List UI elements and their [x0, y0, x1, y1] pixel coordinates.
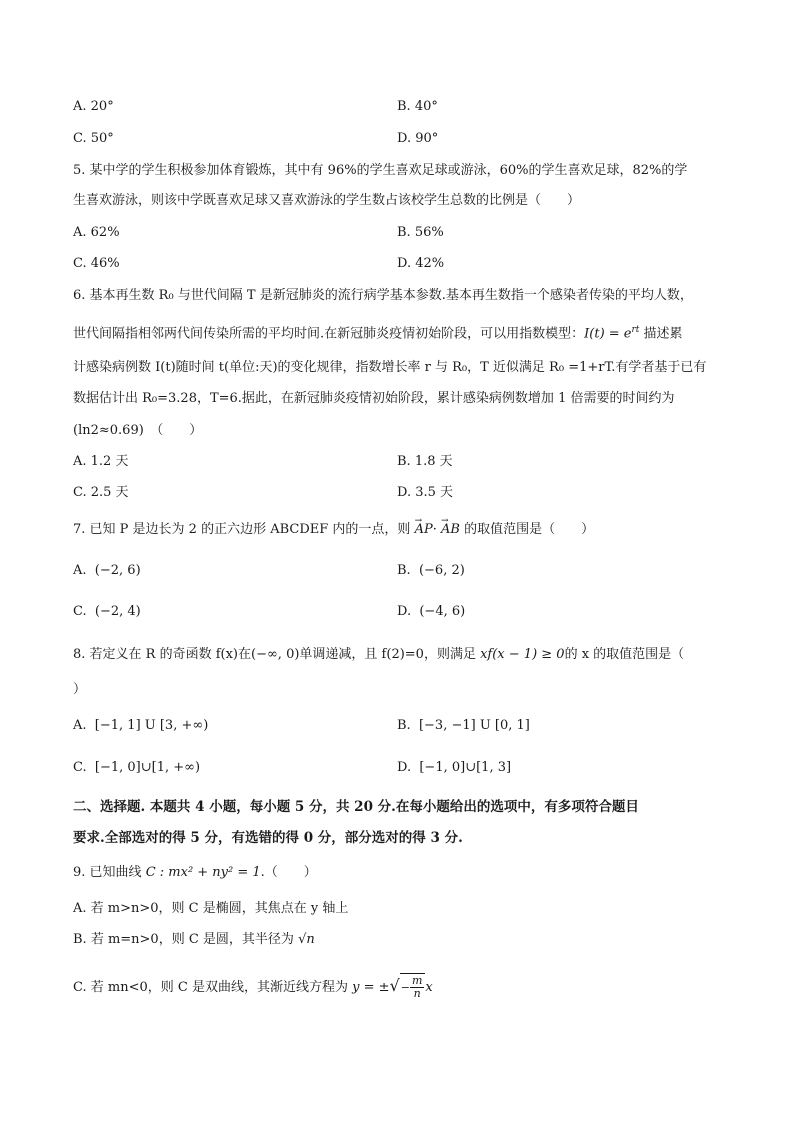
- q9-curve-equation: C : mx² + ny² = 1: [145, 865, 261, 880]
- sqrt-sign-icon: √: [389, 976, 400, 995]
- q7-option-b-label: B.: [397, 563, 411, 578]
- q5-option-d: D. 42%: [397, 256, 445, 271]
- q9-option-c-radicand: [400, 973, 426, 1002]
- q9-stem-tail: .（ ）: [260, 865, 317, 880]
- q5-option-c: C. 46%: [73, 256, 120, 271]
- q8-option-b-label: B.: [397, 718, 411, 733]
- q6-stem-line4: 数据估计出 R₀=3.28，T=6.据此，在新冠肺炎疫情初始阶段，累计感染病例数增加 1 倍需要的时间约为: [73, 391, 675, 406]
- q7-option-c-label: C.: [73, 604, 87, 619]
- q4-option-c: C. 50°: [73, 131, 114, 146]
- q7-option-a-value: (−2, 6): [94, 563, 141, 578]
- q8-option-b: [397, 717, 530, 735]
- q8-interval: (−∞, 0): [251, 647, 300, 662]
- q7-dot: ·: [432, 522, 437, 537]
- q5-stem-line1: 5. 某中学的学生积极参加体育锻炼，其中有 96%的学生喜欢足球或游泳，60%的学生喜欢足球，82%的学: [73, 163, 688, 178]
- q9-stem-text: 9. 已知曲线: [73, 865, 142, 880]
- q7-option-d: [397, 603, 465, 621]
- q9-stem: [73, 864, 317, 882]
- section2-heading-line1: 二、选择题. 本题共 4 小题，每小题 5 分，共 20 分.在每小题给出的选项中，有多项符合题目: [73, 799, 639, 815]
- q8-inequality: xf(x − 1) ≥ 0: [480, 647, 565, 662]
- q6-option-a: A. 1.2 天: [73, 454, 129, 469]
- q6-option-d: D. 3.5 天: [397, 485, 454, 500]
- q6-line2-tail: 描述累: [639, 326, 683, 342]
- q8-option-c: [73, 759, 200, 777]
- q8-option-c-label: C.: [73, 760, 87, 775]
- q8-stem-text: 8. 若定义在 R 的奇函数 f(x)在: [73, 647, 252, 662]
- q9-option-b-text: B. 若 m=n>0，则 C 是圆，其半径为: [73, 932, 294, 947]
- q9-option-c-denominator: n: [413, 987, 421, 1000]
- q6-stem-line2: [73, 321, 683, 343]
- q9-option-c-fraction: [410, 975, 424, 1000]
- q4-option-d: D. 90°: [397, 131, 439, 146]
- q6-stem-line1: 6. 基本再生数 R₀ 与世代间隔 T 是新冠肺炎的流行病学基本参数.基本再生数指一个感染者传染的平均人数，: [73, 288, 693, 303]
- q8-option-a: [73, 717, 208, 735]
- q7-stem-text: 7. 已知 P 是边长为 2 的正六边形 ABCDEF 内的一点，则: [73, 522, 411, 537]
- q8-option-a-value: [−1, 1] U [3, +∞): [94, 718, 209, 733]
- q9-option-a: A. 若 m>n>0，则 C 是椭圆，其焦点在 y 轴上: [73, 901, 349, 916]
- q8-stem-tail: 的 x 的取值范围是（: [564, 647, 685, 662]
- q8-option-d-value: [−1, 0]∪[1, 3]: [419, 760, 512, 775]
- q7-option-d-label: D.: [397, 604, 412, 619]
- q9-option-b: [73, 931, 315, 949]
- q6-stem-line5: (ln2≈0.69) （ ）: [73, 423, 203, 438]
- q8-option-b-value: [−3, −1] U [0, 1]: [418, 718, 530, 733]
- q8-option-a-label: A.: [73, 718, 87, 733]
- q9-option-c-formula-lead: y = ±: [352, 980, 390, 995]
- q7-option-a-label: A.: [73, 563, 87, 578]
- q5-option-a: A. 62%: [73, 225, 120, 240]
- q6-option-b: B. 1.8 天: [397, 454, 453, 469]
- q8-stem-mid: 单调递减，且 f(2)=0，则满足: [299, 647, 476, 662]
- q6-model-formula: I(t) = e: [584, 326, 632, 342]
- q6-option-c: C. 2.5 天: [73, 485, 129, 500]
- q8-option-d-label: D.: [397, 760, 412, 775]
- q7-option-c-value: (−2, 4): [94, 604, 141, 619]
- q9-option-c: [73, 972, 433, 1002]
- q5-stem-line2: 生喜欢游泳，则该中学既喜欢足球又喜欢游泳的学生数占该校学生总数的比例是（ ）: [73, 193, 581, 208]
- q8-option-c-value: [−1, 0]∪[1, +∞): [94, 760, 201, 775]
- q9-option-c-text: C. 若 mn<0，则 C 是双曲线，其渐近线方程为: [73, 980, 348, 995]
- q6-line2-text: 世代间隔指相邻两代间传染所需的平均时间.在新冠肺炎疫情初始阶段，可以用指数模型：: [73, 326, 585, 342]
- q7-stem: [73, 521, 594, 539]
- q8-stem-line1: [73, 646, 684, 664]
- q7-stem-tail: 的取值范围是（ ）: [459, 522, 595, 537]
- q7-option-a: [73, 562, 141, 580]
- q4-option-a: A. 20°: [73, 99, 114, 114]
- q4-option-b: B. 40°: [397, 99, 438, 114]
- q7-vector-ap: → AP: [415, 521, 433, 539]
- q7-vector-ab: → AB: [441, 521, 460, 539]
- q7-option-b-value: (−6, 2): [418, 563, 465, 578]
- q8-option-d: [397, 759, 511, 777]
- q7-option-b: [397, 562, 465, 580]
- q6-stem-line3: 计感染病例数 I(t)随时间 t(单位:天)的变化规律，指数增长率 r 与 R₀，T 近似满足 R₀ =1+rT.有学者基于已有: [73, 360, 707, 375]
- q7-option-c: [73, 603, 141, 621]
- q6-model-exponent: rt: [631, 325, 640, 335]
- q9-option-c-numerator: m: [411, 974, 423, 987]
- q5-option-b: B. 56%: [397, 225, 444, 240]
- q9-option-c-formula-tail: x: [425, 980, 433, 995]
- section2-heading-line2: 要求.全部选对的得 5 分，有选错的得 0 分，部分选对的得 3 分.: [73, 830, 463, 846]
- q8-stem-line2: ）: [73, 682, 87, 697]
- q9-option-b-radius: √n: [298, 932, 315, 947]
- q7-option-d-value: (−4, 6): [419, 604, 466, 619]
- minus-sign-icon: −: [400, 981, 410, 994]
